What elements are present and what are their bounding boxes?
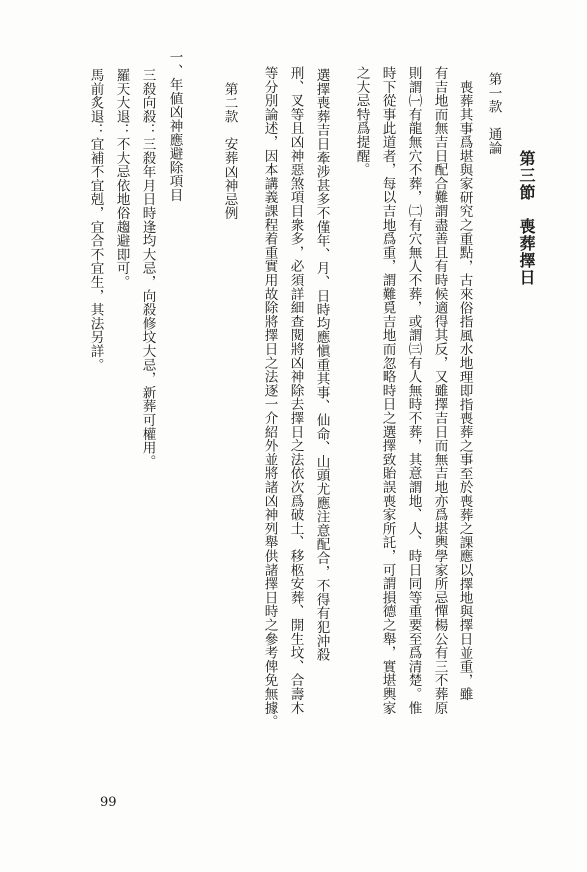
- subsection-heading-taboos: 第二款 安葬凶神忌例: [221, 82, 238, 220]
- list-item: 三殺向殺：三殺年月日時逢均大忌，向殺修坟大忌，新葬可權用。: [139, 68, 156, 469]
- page-number: 99: [100, 795, 117, 810]
- subsection-heading-general: 第一款 通論: [485, 72, 502, 155]
- text-column: 刑、叉等且凶神惡煞項目衆多，必須詳細查閱將凶神除去擇日之法依次爲破土、移柩安葬、開生坟、合壽木: [287, 66, 304, 715]
- text-column: 則謂㈠有龍無穴不葬，㈡有穴無人不葬，或謂㈢有人無時不葬，其意謂地、人、時日同等重要至爲清楚。惟: [405, 66, 422, 715]
- text-column: 選擇喪葬吉日牽涉甚多不僅年、月、日時均應愼重其事、仙命、山頭尤應注意配合，不得有犯沖殺: [313, 68, 330, 662]
- list-item: 一、年値凶神應避除項目: [166, 50, 183, 202]
- list-item: 馬前炙退：宜補不宜剋，宜合不宜生，其法另詳。: [87, 68, 104, 372]
- text-column: 時下從事此道者，每以吉地爲重，謂難覓吉地而忽略時日之選擇致貽誤喪家所託，可謂損德之舉，實堪輿家: [379, 66, 396, 715]
- section-title: 第三節 喪葬擇日: [517, 150, 536, 286]
- text-column: 有吉地而無吉日配合難謂盡善且有時候適得其反，又雖擇吉日而無吉地亦爲堪輿學家所忌憚楊公有三不葬原: [431, 66, 448, 715]
- text-column: 喪葬其事爲堪與家研究之重點，古來俗指風水地理即指喪葬之事至於喪葬之課應以擇地與擇日並重，雖: [456, 80, 473, 701]
- text-column: 之大忌特爲提醒。: [353, 66, 370, 177]
- list-item: 羅天大退：不大忌依地俗趨避即可。: [113, 68, 130, 289]
- text-column: 等分別論述，因本講義課程着重實用故除將擇日之法逐一介紹外並將諸凶神列舉供諸擇日時之參考俾免無據。: [261, 66, 278, 729]
